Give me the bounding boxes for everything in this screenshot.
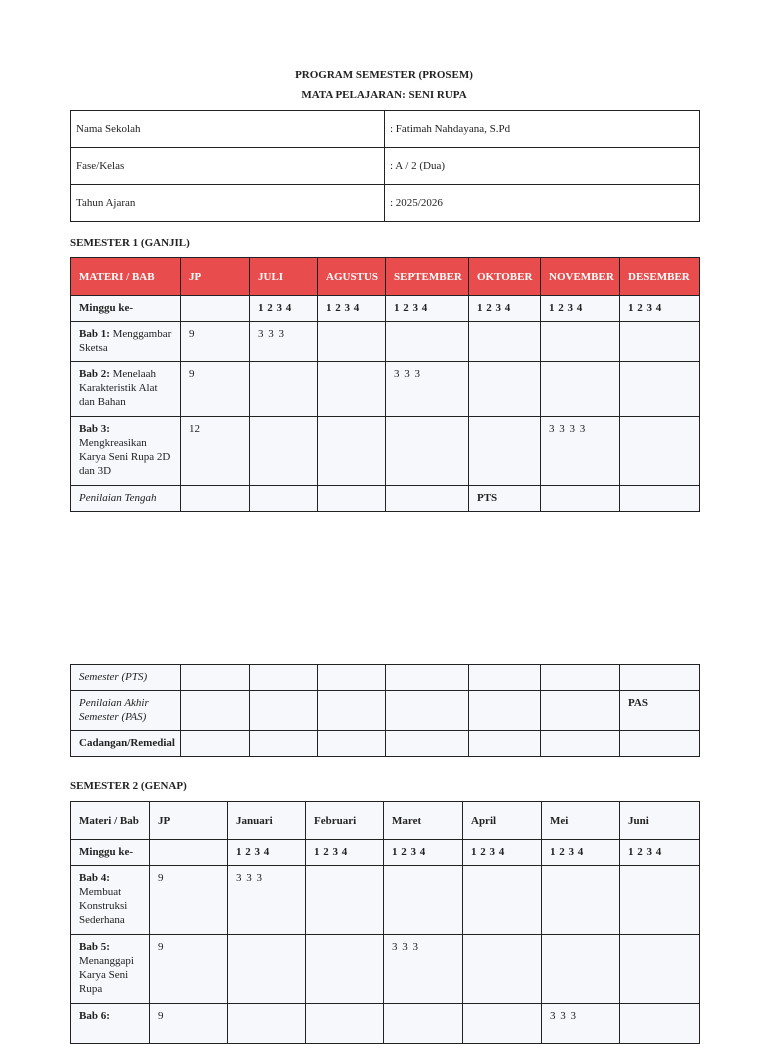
table-header-row	[71, 258, 700, 296]
table-row	[71, 935, 700, 1004]
bab-title: Menelaah Karakteristik Alat dan Bahan	[79, 368, 158, 408]
col-header: MATERI / BAB	[71, 258, 181, 296]
week-numbers: 1 2 3 4	[620, 296, 700, 322]
schedule-cell	[469, 417, 541, 486]
table-cell	[386, 731, 469, 757]
schedule-cell	[228, 935, 306, 1004]
week-numbers: 1 2 3 4	[228, 840, 306, 866]
semester1-table	[70, 257, 700, 512]
table-row	[71, 486, 700, 512]
info-value: : 2025/2026	[385, 185, 700, 222]
table-cell	[541, 665, 620, 691]
schedule-cell: 3 3 3 3	[541, 417, 620, 486]
bab-cell	[71, 417, 181, 486]
schedule-cell	[463, 866, 542, 935]
table-row	[71, 840, 700, 866]
bab-number: Bab 6:	[79, 1010, 110, 1022]
bab-number: Bab 1:	[79, 328, 110, 340]
table-cell	[181, 731, 250, 757]
table-cell	[318, 691, 386, 731]
cadangan-label: Cadangan/Remedial	[71, 731, 181, 757]
bab-title: Mengkreasikan Karya Seni Rupa 2D dan 3D	[79, 437, 171, 477]
table-cell	[250, 731, 318, 757]
bab-cell	[71, 935, 150, 1004]
bab-number: Bab 3:	[79, 423, 110, 435]
col-header: Juni	[620, 802, 700, 840]
table-cell	[250, 486, 318, 512]
table-cell	[181, 665, 250, 691]
schedule-cell	[250, 362, 318, 417]
info-row	[71, 111, 700, 148]
col-header: AGUSTUS	[318, 258, 386, 296]
table-cell	[250, 691, 318, 731]
jp-cell: 9	[150, 866, 228, 935]
table-cell	[181, 691, 250, 731]
pas-mark: PAS	[620, 691, 700, 731]
table-cell	[250, 665, 318, 691]
bab-number: Bab 2:	[79, 368, 110, 380]
table-cell	[150, 840, 228, 866]
table-row	[71, 691, 700, 731]
info-label: Nama Sekolah	[71, 111, 385, 148]
schedule-cell	[384, 866, 463, 935]
table-cell	[541, 691, 620, 731]
schedule-cell: 3 3 3	[250, 322, 318, 362]
schedule-cell	[250, 417, 318, 486]
jp-cell: 9	[181, 362, 250, 417]
schedule-cell	[386, 417, 469, 486]
jp-cell: 12	[181, 417, 250, 486]
bab-title: Menanggapi Karya Seni Rupa	[79, 955, 134, 995]
schedule-cell: 3 3 3	[384, 935, 463, 1004]
schedule-cell	[542, 866, 620, 935]
pts-label-cont: Semester (PTS)	[71, 665, 181, 691]
info-row	[71, 148, 700, 185]
table-header-row	[71, 802, 700, 840]
schedule-cell	[541, 362, 620, 417]
minggu-label: Minggu ke-	[71, 296, 181, 322]
schedule-cell: 3 3 3	[386, 362, 469, 417]
jp-cell: 9	[181, 322, 250, 362]
col-header: April	[463, 802, 542, 840]
col-header: JP	[181, 258, 250, 296]
table-cell	[469, 691, 541, 731]
schedule-cell	[469, 322, 541, 362]
week-numbers: 1 2 3 4	[318, 296, 386, 322]
table-row	[71, 296, 700, 322]
jp-cell: 9	[150, 1004, 228, 1044]
schedule-cell	[386, 322, 469, 362]
col-header: DESEMBER	[620, 258, 700, 296]
bab-cell	[71, 322, 181, 362]
table-row	[71, 665, 700, 691]
col-header: Maret	[384, 802, 463, 840]
table-cell	[181, 486, 250, 512]
table-cell	[318, 665, 386, 691]
bab-cell	[71, 362, 181, 417]
week-numbers: 1 2 3 4	[620, 840, 700, 866]
table-cell	[386, 691, 469, 731]
week-numbers: 1 2 3 4	[541, 296, 620, 322]
col-header: Januari	[228, 802, 306, 840]
table-cell	[469, 665, 541, 691]
schedule-cell	[306, 935, 384, 1004]
col-header: NOVEMBER	[541, 258, 620, 296]
schedule-cell	[620, 362, 700, 417]
schedule-cell	[318, 322, 386, 362]
table-cell	[318, 731, 386, 757]
col-header: JP	[150, 802, 228, 840]
bab-number: Bab 4:	[79, 872, 110, 884]
page-title: PROGRAM SEMESTER (PROSEM)	[295, 69, 473, 81]
week-numbers: 1 2 3 4	[469, 296, 541, 322]
week-numbers: 1 2 3 4	[463, 840, 542, 866]
info-table	[70, 110, 700, 222]
col-header: SEPTEMBER	[386, 258, 469, 296]
bab-number: Bab 5:	[79, 941, 110, 953]
table-cell	[318, 486, 386, 512]
table-cell	[541, 486, 620, 512]
week-numbers: 1 2 3 4	[306, 840, 384, 866]
info-value: : Fatimah Nahdayana, S.Pd	[385, 111, 700, 148]
pts-label: Penilaian Tengah	[71, 486, 181, 512]
jp-cell: 9	[150, 935, 228, 1004]
bab-title: Menggambar Sketsa	[79, 328, 172, 354]
schedule-cell	[463, 935, 542, 1004]
minggu-label: Minggu ke-	[71, 840, 150, 866]
info-label: Fase/Kelas	[71, 148, 385, 185]
schedule-cell	[318, 417, 386, 486]
schedule-cell	[620, 935, 700, 1004]
table-cell	[386, 665, 469, 691]
table-cell	[469, 731, 541, 757]
bab-title: Membuat Konstruksi Sederhana	[79, 886, 128, 926]
semester1-label: SEMESTER 1 (GANJIL)	[70, 237, 190, 249]
week-numbers: 1 2 3 4	[250, 296, 318, 322]
col-header: JULI	[250, 258, 318, 296]
pts-mark: PTS	[469, 486, 541, 512]
schedule-cell	[318, 362, 386, 417]
semester1-table-continued	[70, 664, 700, 757]
col-header: Mei	[542, 802, 620, 840]
week-numbers: 1 2 3 4	[384, 840, 463, 866]
table-row	[71, 866, 700, 935]
table-cell	[386, 486, 469, 512]
schedule-cell	[306, 866, 384, 935]
schedule-cell	[620, 866, 700, 935]
pas-label: Penilaian Akhir Semester (PAS)	[71, 691, 181, 731]
schedule-cell	[541, 322, 620, 362]
table-cell	[181, 296, 250, 322]
week-numbers: 1 2 3 4	[386, 296, 469, 322]
week-numbers: 1 2 3 4	[542, 840, 620, 866]
table-row	[71, 731, 700, 757]
table-cell	[620, 665, 700, 691]
table-cell	[541, 731, 620, 757]
col-header: OKTOBER	[469, 258, 541, 296]
table-row	[71, 322, 700, 362]
info-value: : A / 2 (Dua)	[385, 148, 700, 185]
schedule-cell	[620, 322, 700, 362]
table-cell	[620, 731, 700, 757]
schedule-cell: 3 3 3	[542, 1004, 620, 1044]
table-cell	[620, 486, 700, 512]
schedule-cell	[542, 935, 620, 1004]
info-row	[71, 185, 700, 222]
bab-cell	[71, 866, 150, 935]
table-row	[71, 362, 700, 417]
table-row	[71, 417, 700, 486]
col-header: Materi / Bab	[71, 802, 150, 840]
schedule-cell	[620, 417, 700, 486]
col-header: Februari	[306, 802, 384, 840]
schedule-cell	[469, 362, 541, 417]
semester2-label: SEMESTER 2 (GENAP)	[70, 780, 187, 792]
semester2-table	[70, 801, 700, 1044]
schedule-cell: 3 3 3	[228, 866, 306, 935]
page-subtitle: MATA PELAJARAN: SENI RUPA	[301, 89, 467, 101]
info-label: Tahun Ajaran	[71, 185, 385, 222]
